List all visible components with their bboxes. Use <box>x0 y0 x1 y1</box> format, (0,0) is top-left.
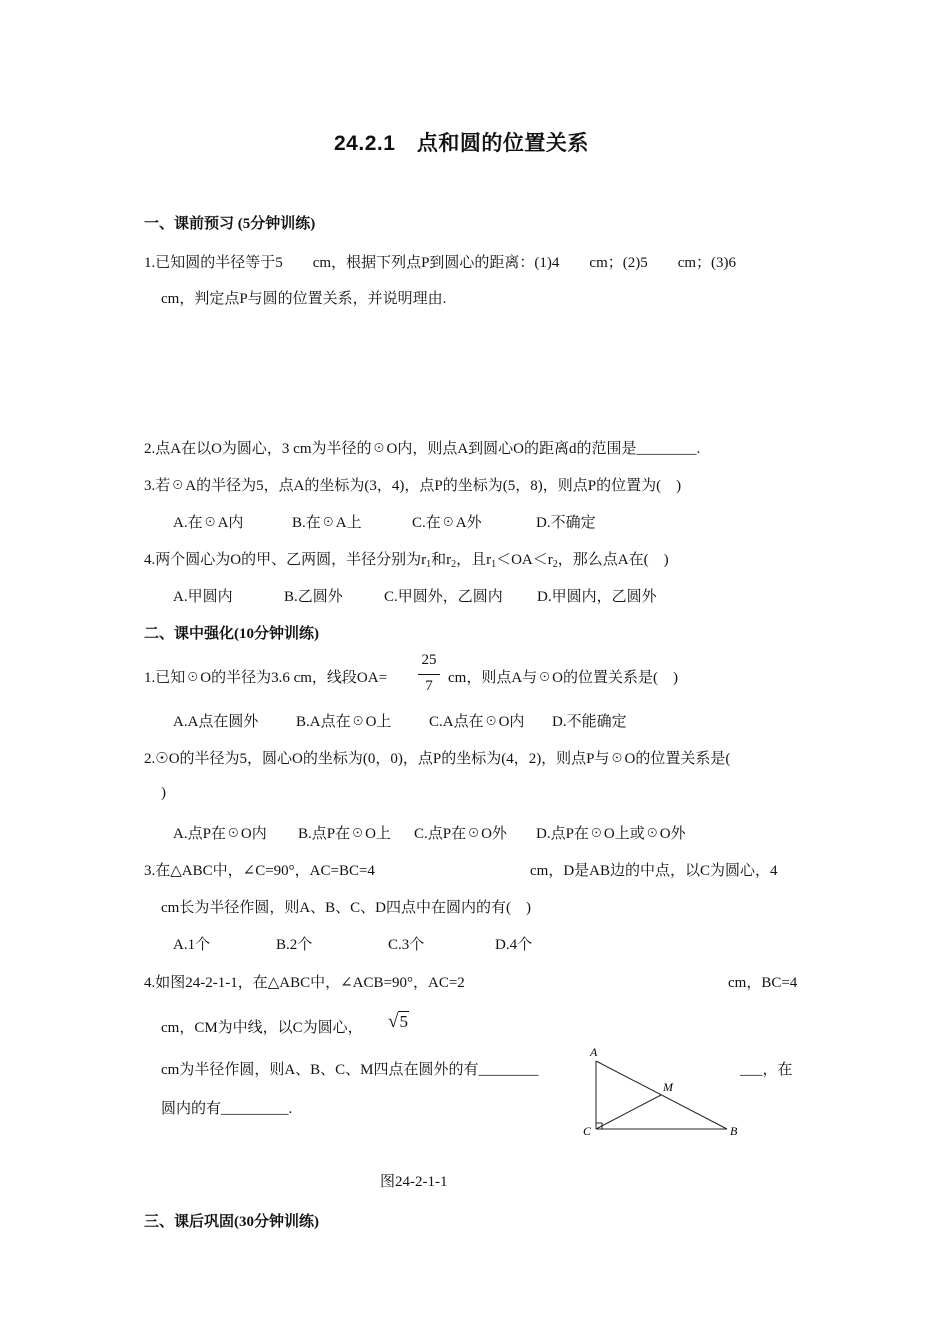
section-1-heading: 一、课前预习 (5分钟训练) <box>144 216 316 232</box>
median-cm <box>596 1095 661 1129</box>
s2-q2-option-c: C.点P在☉O外 <box>414 826 507 842</box>
s2-q3-line2: cm长为半径作圆，则A、B、C、D四点中在圆内的有( ) <box>161 900 531 916</box>
s2-q3-option-a: A.1个 <box>173 937 211 953</box>
s1-q4-option-d: D.甲圆内，乙圆外 <box>537 589 657 605</box>
label-c: C <box>583 1124 592 1138</box>
s1-q3-option-b: B.在☉A上 <box>292 515 362 531</box>
s2-q3-option-b: B.2个 <box>276 937 313 953</box>
fraction-numerator: 25 <box>421 652 437 668</box>
s2-q4-line2: cm，CM为中线，以C为圆心， <box>161 1020 363 1036</box>
s2-q1-option-b: B.A点在☉O上 <box>296 714 392 730</box>
s1-q2: 2.点A在以O为圆心，3 cm为半径的☉O内，则点A到圆心O的距离d的范围是________. <box>144 441 701 457</box>
section-3-heading: 三、课后巩固(30分钟训练) <box>144 1214 319 1230</box>
s1-q3-option-c: C.在☉A外 <box>412 515 482 531</box>
fraction-bar <box>418 674 440 675</box>
label-b: B <box>730 1124 738 1138</box>
s2-q1-option-d: D.不能确定 <box>552 714 627 730</box>
s2-q2-option-a: A.点P在☉O内 <box>173 826 267 842</box>
s2-q4-line4: 圆内的有_________. <box>161 1101 293 1117</box>
figure-caption: 图24-2-1-1 <box>380 1174 448 1190</box>
triangle-figure <box>580 1040 750 1145</box>
s2-q2-line2: ) <box>161 785 166 801</box>
s2-q4-line1a: 4.如图24-2-1-1，在△ABC中，∠ACB=90°，AC=2 <box>144 975 465 991</box>
s1-q3: 3.若☉A的半径为5，点A的坐标为(3，4)，点P的坐标为(5，8)，则点P的位置为( ) <box>144 478 682 494</box>
sqrt-expression: √5 <box>388 1011 408 1032</box>
s2-q2-option-b: B.点P在☉O上 <box>298 826 391 842</box>
s1-q3-option-a: A.在☉A内 <box>173 515 244 531</box>
s2-q4-line1b: cm，BC=4 <box>728 975 798 991</box>
s1-q3-option-d: D.不确定 <box>536 515 596 531</box>
s1-q4-option-a: A.甲圆内 <box>173 589 233 605</box>
s2-q3-line1b: cm，D是AB边的中点，以C为圆心，4 <box>530 863 778 879</box>
label-a: A <box>590 1045 598 1059</box>
s1-q4-option-c: C.甲圆外，乙圆内 <box>384 589 503 605</box>
s2-q2-line1: 2.☉O的半径为5，圆心O的坐标为(0，0)，点P的坐标为(4，2)，则点P与☉O的位置关系是( <box>144 751 731 767</box>
s2-q1-option-c: C.A点在☉O内 <box>429 714 525 730</box>
s2-q3-option-c: C.3个 <box>388 937 425 953</box>
s1-q4: 4.两个圆心为O的甲、乙两圆，半径分别为$r_1$和$r_2$，且$r_1<OA<r_2$，那么点A在( ) <box>144 552 669 570</box>
s2-q2-option-d: D.点P在☉O上或☉O外 <box>536 826 686 842</box>
s2-q1-option-a: A.A点在圆外 <box>173 714 259 730</box>
s2-q4-line3b: ___，在 <box>740 1062 793 1078</box>
s2-q3-line1a: 3.在△ABC中，∠C=90°，AC=BC=4 <box>144 863 375 879</box>
s1-q1-line2: cm，判定点P与圆的位置关系，并说明理由. <box>161 291 447 307</box>
s2-q1-post: cm，则点A与☉O的位置关系是( ) <box>448 670 678 686</box>
label-m: M <box>663 1080 673 1094</box>
section-2-heading: 二、课中强化(10分钟训练) <box>144 626 319 642</box>
s1-q1-line1: 1.已知圆的半径等于5 cm，根据下列点P到圆心的距离：(1)4 cm；(2)5 cm；(3)6 <box>144 255 737 271</box>
fraction-denominator: 7 <box>425 678 433 694</box>
s2-q4-line3a: cm为半径作圆，则A、B、C、M四点在圆外的有________ <box>161 1062 539 1078</box>
s2-q1-pre: 1.已知☉O的半径为3.6 cm，线段OA= <box>144 670 388 686</box>
s1-q4-option-b: B.乙圆外 <box>284 589 343 605</box>
s2-q3-option-d: D.4个 <box>495 937 533 953</box>
page-title: 24.2.1 点和圆的位置关系 <box>334 132 589 155</box>
